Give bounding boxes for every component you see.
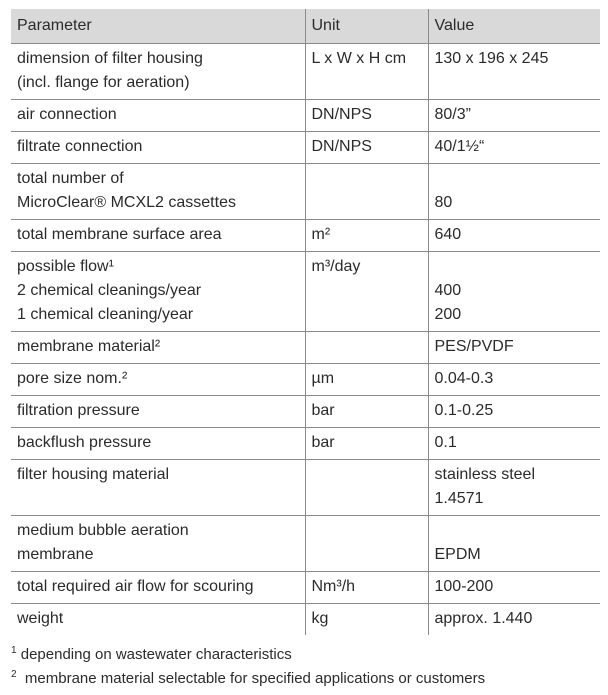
cell-text: air connection [17, 106, 117, 123]
footnote-mark: 1 [11, 645, 17, 656]
unit-cell [305, 132, 428, 164]
blank-line [435, 519, 595, 543]
blank-line [435, 167, 595, 191]
blank-line [312, 335, 422, 359]
footnote-1 [11, 643, 601, 667]
table-row [11, 516, 600, 572]
table-row [11, 44, 600, 100]
cell-text: 100-200 [434, 578, 494, 595]
footnote-text: membrane material selectable for specified applications or customers [24, 670, 486, 687]
cell-text: membrane [17, 546, 94, 563]
unit-cell [305, 428, 428, 460]
unit-cell [305, 332, 428, 364]
cell-text: 1.4571 [434, 490, 484, 507]
unit-cell [305, 364, 428, 396]
cell-text: 1 chemical cleaning/year [17, 306, 194, 323]
cell-text: 40/1½“ [434, 138, 485, 155]
cell-text: total number of [17, 170, 124, 187]
table-row [11, 604, 600, 636]
column-header-unit: Unit [305, 9, 428, 44]
blank-line [435, 255, 595, 279]
parameter-cell [11, 364, 305, 396]
cell-text: 0.1 [434, 434, 457, 451]
footnote-mark: 2 [11, 669, 17, 680]
cell-text: dimension of filter housing [17, 50, 203, 67]
value-cell [428, 100, 600, 132]
table-row [11, 252, 600, 332]
table-row [11, 332, 600, 364]
value-cell [428, 132, 600, 164]
column-header-value: Value [428, 9, 600, 44]
cell-text: EPDM [434, 546, 481, 563]
parameter-cell [11, 572, 305, 604]
cell-text: pore size nom.² [17, 370, 128, 387]
value-cell [428, 396, 600, 428]
cell-text: weight [17, 610, 64, 627]
cell-text: m² [311, 226, 331, 243]
value-cell [428, 364, 600, 396]
table-row [11, 100, 600, 132]
specification-table [11, 9, 600, 635]
parameter-cell [11, 164, 305, 220]
parameter-cell [11, 516, 305, 572]
table-header-row [11, 9, 600, 44]
blank-line [312, 167, 422, 191]
cell-text: L x W x H cm [311, 50, 407, 67]
blank-line [312, 463, 422, 487]
footnotes [11, 643, 601, 691]
parameter-cell [11, 332, 305, 364]
parameter-cell [11, 396, 305, 428]
value-cell [428, 460, 600, 516]
cell-text: Nm³/h [311, 578, 356, 595]
unit-cell [305, 604, 428, 636]
cell-text: 2 chemical cleanings/year [17, 282, 202, 299]
cell-text: medium bubble aeration [17, 522, 189, 539]
value-cell [428, 572, 600, 604]
cell-text: (incl. flange for aeration) [17, 74, 190, 91]
cell-text: filtration pressure [17, 402, 140, 419]
unit-cell [305, 220, 428, 252]
table-row [11, 460, 600, 516]
table-row [11, 164, 600, 220]
cell-text: filtrate connection [17, 138, 143, 155]
value-cell [428, 44, 600, 100]
cell-text: m³/day [311, 258, 361, 275]
parameter-cell [11, 428, 305, 460]
value-cell [428, 332, 600, 364]
unit-cell [305, 396, 428, 428]
parameter-cell [11, 220, 305, 252]
cell-text: 80 [434, 194, 453, 211]
column-header-parameter: Parameter [11, 9, 305, 44]
parameter-cell [11, 460, 305, 516]
value-cell [428, 604, 600, 636]
value-cell [428, 516, 600, 572]
cell-text: bar [311, 434, 335, 451]
cell-text: DN/NPS [311, 138, 372, 155]
table-row [11, 428, 600, 460]
table-row [11, 132, 600, 164]
cell-text: 130 x 196 x 245 [434, 50, 549, 67]
unit-cell [305, 252, 428, 332]
cell-text: DN/NPS [311, 106, 372, 123]
table-row [11, 396, 600, 428]
cell-text: stainless steel [434, 466, 535, 483]
cell-text: PES/PVDF [434, 338, 514, 355]
footnote-2 [11, 667, 601, 691]
cell-text: total required air flow for scouring [17, 578, 254, 595]
value-cell [428, 252, 600, 332]
cell-text: 400 [434, 282, 462, 299]
cell-text: 0.1-0.25 [434, 402, 494, 419]
cell-text: 200 [434, 306, 462, 323]
value-cell [428, 164, 600, 220]
unit-cell [305, 44, 428, 100]
table-row [11, 220, 600, 252]
table-body [11, 44, 600, 636]
parameter-cell [11, 252, 305, 332]
cell-text: filter housing material [17, 466, 170, 483]
unit-cell [305, 100, 428, 132]
parameter-cell [11, 100, 305, 132]
cell-text: bar [311, 402, 335, 419]
parameter-cell [11, 132, 305, 164]
cell-text: 0.04-0.3 [434, 370, 494, 387]
value-cell [428, 428, 600, 460]
table-row [11, 364, 600, 396]
cell-text: total membrane surface area [17, 226, 222, 243]
cell-text: µm [311, 370, 335, 387]
cell-text: membrane material² [17, 338, 161, 355]
cell-text: 80/3” [434, 106, 471, 123]
value-cell [428, 220, 600, 252]
cell-text: MicroClear® MCXL2 cassettes [17, 194, 236, 211]
cell-text: approx. 1.440 [434, 610, 533, 627]
unit-cell [305, 516, 428, 572]
cell-text: backflush pressure [17, 434, 152, 451]
cell-text: possible flow¹ [17, 258, 114, 275]
cell-text: 640 [434, 226, 462, 243]
blank-line [312, 519, 422, 543]
parameter-cell [11, 44, 305, 100]
unit-cell [305, 460, 428, 516]
unit-cell [305, 572, 428, 604]
parameter-cell [11, 604, 305, 636]
table-row [11, 572, 600, 604]
unit-cell [305, 164, 428, 220]
cell-text: kg [311, 610, 329, 627]
footnote-text: depending on wastewater characteristics [20, 646, 292, 663]
